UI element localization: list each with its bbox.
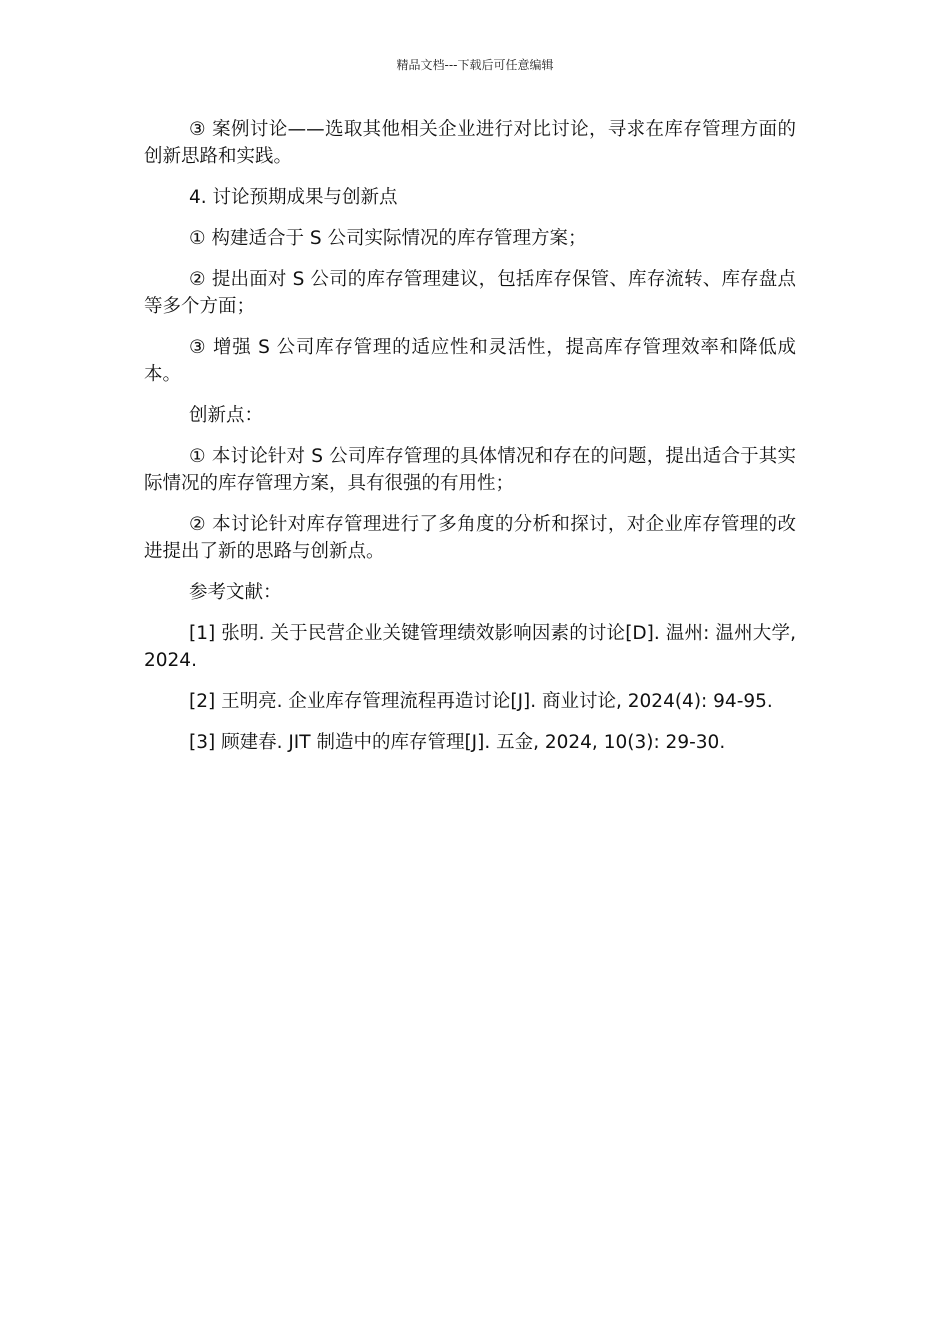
paragraph-result-3: ③ 增强 S 公司库存管理的适应性和灵活性，提高库存管理效率和降低成本。 — [144, 337, 796, 385]
document-body — [144, 116, 796, 770]
paragraph-innovation-2: ② 本讨论针对库存管理进行了多角度的分析和探讨，对企业库存管理的改进提出了新的思路与创新点。 — [144, 514, 796, 562]
page-header: 精品文档---下载后可任意编辑 — [396, 58, 554, 72]
section-heading-expected-results: 4. 讨论预期成果与创新点 — [189, 187, 398, 208]
reference-item: [1] 张明. 关于民营企业关键管理绩效影响因素的讨论[D]. 温州: 温州大学, 2024. — [144, 623, 796, 671]
innovation-heading: 创新点： — [189, 405, 264, 426]
paragraph-result-2: ② 提出面对 S 公司的库存管理建议，包括库存保管、库存流转、库存盘点等多个方面； — [144, 269, 796, 317]
paragraph-innovation-1: ① 本讨论针对 S 公司库存管理的具体情况和存在的问题，提出适合于其实际情况的库存管理方案，具有很强的有用性； — [144, 446, 796, 494]
reference-item: [2] 王明亮. 企业库存管理流程再造讨论[J]. 商业讨论, 2024(4): 94-95. — [189, 691, 773, 712]
reference-item: [3] 顾建春. JIT 制造中的库存管理[J]. 五金, 2024, 10(3): 29-30. — [189, 732, 726, 753]
references-heading: 参考文献： — [189, 582, 282, 603]
paragraph-result-1: ① 构建适合于 S 公司实际情况的库存管理方案； — [189, 228, 587, 249]
paragraph-case-discussion: ③ 案例讨论——选取其他相关企业进行对比讨论，寻求在库存管理方面的创新思路和实践。 — [144, 119, 796, 167]
